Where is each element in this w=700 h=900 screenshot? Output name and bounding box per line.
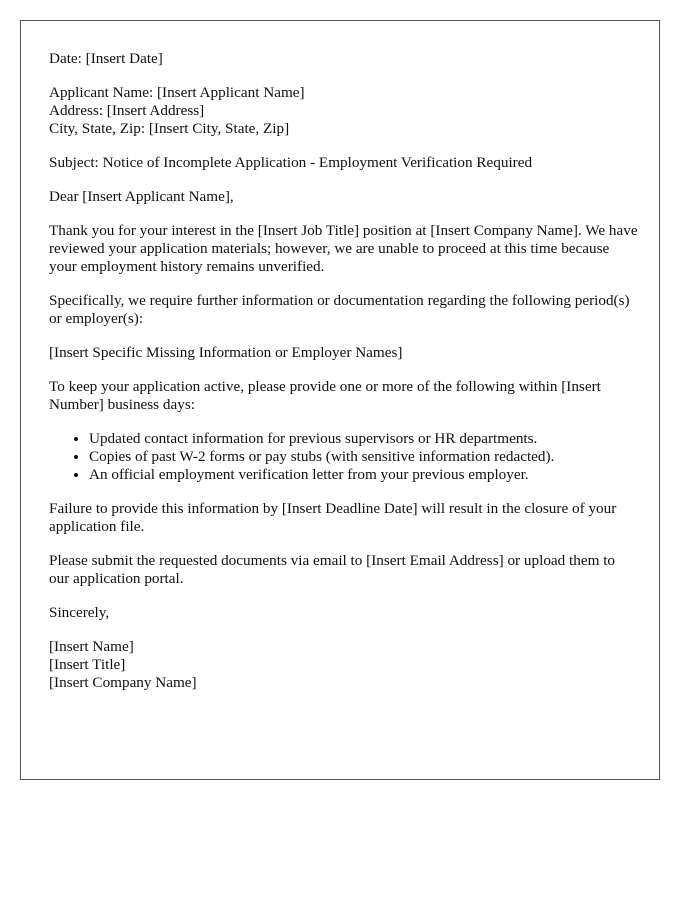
list-item: • Copies of past W-2 forms or pay stubs (with sensitive information redacted). — [89, 448, 639, 466]
list-item: • An official employment verification letter from your previous employer. — [89, 466, 639, 484]
signature-name: [Insert Name] — [49, 638, 134, 655]
signature-title: [Insert Title] — [49, 656, 126, 673]
signature-block — [49, 638, 639, 692]
specifics-paragraph: Specifically, we require further information or documentation regarding the following period(s) or employer(s): — [49, 292, 630, 327]
salutation: Dear [Insert Applicant Name], — [49, 188, 234, 205]
applicant-city-line: City, State, Zip: [Insert City, State, Zip] — [49, 120, 290, 137]
list-item: • Updated contact information for previous supervisors or HR departments. — [89, 430, 639, 448]
letter-page — [20, 20, 660, 780]
letter-content — [49, 50, 639, 708]
applicant-address-line: Address: [Insert Address] — [49, 102, 205, 119]
subject-line: Subject: Notice of Incomplete Application - Employment Verification Required — [49, 154, 533, 171]
requested-items-list — [49, 430, 639, 484]
submit-paragraph: Please submit the requested documents via email to [Insert Email Address] or upload them to our application portal. — [49, 552, 616, 587]
intro-paragraph: Thank you for your interest in the [Insert Job Title] position at [Insert Company Name]. We have reviewed your application materials; however, we are unable to proceed at this time because your employment history remains unverified. — [49, 222, 638, 275]
deadline-paragraph: Failure to provide this information by [Insert Deadline Date] will result in the closure of your application file. — [49, 500, 617, 535]
applicant-block — [49, 84, 639, 138]
applicant-name-line: Applicant Name: [Insert Applicant Name] — [49, 84, 305, 101]
signature-company: [Insert Company Name] — [49, 674, 197, 691]
request-paragraph: To keep your application active, please provide one or more of the following within [Insert Number] business days: — [49, 378, 601, 413]
missing-info-placeholder: [Insert Specific Missing Information or Employer Names] — [49, 344, 403, 361]
closing: Sincerely, — [49, 604, 110, 621]
date-line: Date: [Insert Date] — [49, 50, 163, 67]
